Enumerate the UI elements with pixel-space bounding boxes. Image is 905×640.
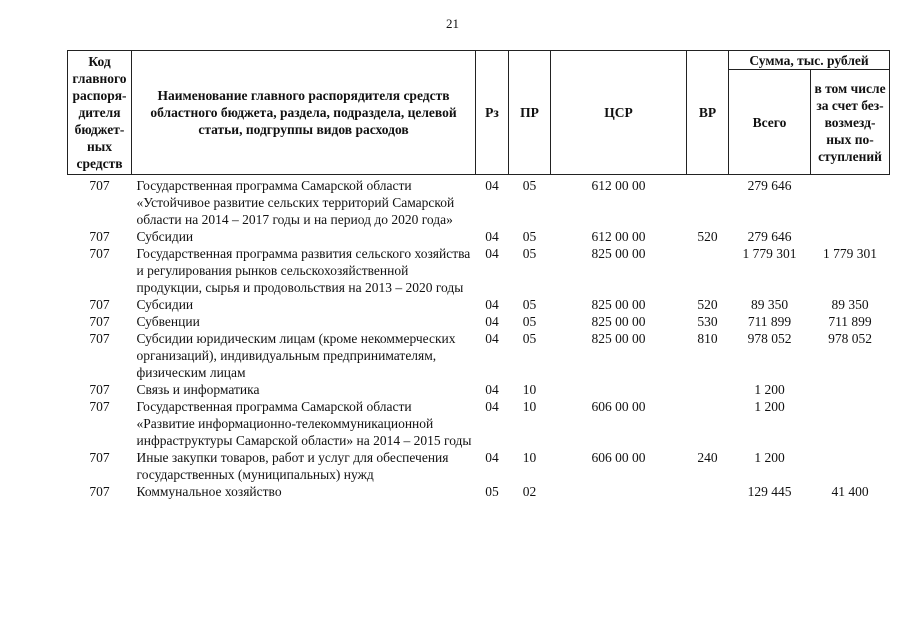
cell-total: 279 646: [747, 229, 792, 244]
cell-name: Связь и информатика: [136, 382, 260, 397]
cell-rz: 04: [485, 314, 499, 329]
cell-code: 707: [89, 450, 110, 465]
cell-vr: [687, 175, 729, 229]
cell-csr: 825 00 00: [591, 331, 646, 346]
budget-table: [67, 50, 890, 500]
table-header: [68, 51, 890, 175]
cell-code: 707: [89, 246, 110, 261]
cell-pr: 10: [522, 450, 537, 465]
cell-total: 279 646: [747, 178, 792, 193]
cell-pr: 05: [522, 331, 537, 346]
cell-code: 707: [89, 229, 110, 244]
cell-free: [811, 175, 890, 229]
cell-vr: [687, 245, 729, 296]
header-pr: ПР: [509, 51, 551, 175]
header-vr: ВР: [687, 51, 729, 175]
cell-pr: 10: [522, 399, 537, 414]
cell-rz: 04: [485, 178, 499, 193]
cell-rz: 04: [485, 229, 499, 244]
cell-total: 1 200: [754, 382, 785, 397]
cell-pr: 05: [522, 229, 537, 244]
cell-vr: 530: [697, 314, 718, 329]
cell-csr: 825 00 00: [591, 246, 646, 261]
cell-csr: 612 00 00: [591, 178, 646, 193]
cell-total: 1 779 301: [742, 246, 797, 261]
cell-code: 707: [89, 399, 110, 414]
cell-free: [811, 449, 890, 483]
table-row: [68, 228, 890, 245]
cell-name: Государственная программа Самарской области «Развитие информационно-телекоммуникационной инфраструктуры Самарской области» на 2014 – 2015 годы: [136, 399, 472, 448]
cell-free: [811, 398, 890, 449]
header-csr: ЦСР: [551, 51, 687, 175]
table-row: [68, 483, 890, 500]
cell-rz: 05: [485, 484, 499, 499]
cell-name: Субсидии: [136, 229, 194, 244]
cell-free: 41 400: [831, 484, 869, 499]
table-row: [68, 245, 890, 296]
cell-vr: 520: [697, 229, 718, 244]
cell-free: [811, 228, 890, 245]
cell-total: 129 445: [747, 484, 792, 499]
table-row: [68, 330, 890, 381]
cell-code: 707: [89, 297, 110, 312]
cell-vr: [687, 381, 729, 398]
cell-code: 707: [89, 314, 110, 329]
cell-free: 711 899: [828, 314, 872, 329]
header-sum: Сумма, тыс. рублей: [729, 51, 890, 70]
cell-name: Субвенции: [136, 314, 200, 329]
cell-code: 707: [89, 382, 110, 397]
cell-total: 711 899: [747, 314, 792, 329]
cell-code: 707: [89, 484, 110, 499]
cell-pr: 02: [522, 484, 537, 499]
cell-csr: [551, 381, 687, 398]
cell-rz: 04: [485, 450, 499, 465]
cell-pr: 05: [522, 246, 537, 261]
cell-pr: 05: [522, 178, 537, 193]
cell-pr: 05: [522, 297, 537, 312]
cell-vr: [687, 398, 729, 449]
table-row: [68, 381, 890, 398]
cell-csr: 825 00 00: [591, 297, 646, 312]
cell-csr: [551, 483, 687, 500]
cell-total: 978 052: [747, 331, 792, 346]
cell-pr: 05: [522, 314, 537, 329]
table-body: [68, 175, 890, 501]
cell-vr: 240: [697, 450, 718, 465]
table-row: [68, 449, 890, 483]
cell-name: Субсидии: [136, 297, 194, 312]
cell-rz: 04: [485, 246, 499, 261]
cell-vr: 520: [697, 297, 718, 312]
cell-rz: 04: [485, 382, 499, 397]
cell-name: Государственная программа Самарской области «Устойчивое развитие сельских территорий Самарской области на 2014 – 2017 годы и на период до 2020 года»: [136, 178, 455, 227]
cell-name: Государственная программа развития сельского хозяйства и регулирования рынков сельскохозяйственной продукции, сырья и продовольствия на 2013 – 2020 годы: [136, 246, 471, 295]
cell-vr: 810: [697, 331, 718, 346]
header-name: Наименование главного распорядителя средств областного бюджета, раздела, подраздела, целевой статьи, подгруппы видов расходов: [132, 51, 476, 175]
budget-table-container: [67, 50, 889, 500]
cell-code: 707: [89, 178, 110, 193]
cell-code: 707: [89, 331, 110, 346]
cell-csr: 825 00 00: [591, 314, 646, 329]
header-total: Всего: [729, 70, 811, 175]
cell-rz: 04: [485, 331, 499, 346]
cell-total: 1 200: [754, 450, 785, 465]
header-free: в том числе за счет без-возмезд-ных по-ступлений: [811, 70, 890, 175]
cell-name: Субсидии юридическим лицам (кроме некоммерческих организаций), индивидуальным предпринимателям, физическим лицам: [136, 331, 456, 380]
cell-free: 1 779 301: [823, 246, 877, 261]
cell-csr: 606 00 00: [591, 399, 646, 414]
cell-total: 1 200: [754, 399, 785, 414]
cell-free: 978 052: [828, 331, 872, 346]
table-row: [68, 296, 890, 313]
cell-rz: 04: [485, 399, 499, 414]
cell-name: Иные закупки товаров, работ и услуг для обеспечения государственных (муниципальных) нужд: [136, 450, 449, 482]
cell-vr: [687, 483, 729, 500]
table-row: [68, 398, 890, 449]
cell-csr: 612 00 00: [591, 229, 646, 244]
cell-pr: 10: [522, 382, 537, 397]
header-code: Код главного распоря-дителя бюджет-ных средств: [68, 51, 132, 175]
table-row: [68, 313, 890, 330]
cell-total: 89 350: [750, 297, 789, 312]
cell-name: Коммунальное хозяйство: [136, 484, 282, 499]
header-rz: Рз: [476, 51, 509, 175]
cell-csr: 606 00 00: [591, 450, 646, 465]
page-number: 21: [446, 16, 459, 31]
table-row: [68, 175, 890, 229]
cell-rz: 04: [485, 297, 499, 312]
cell-free: [811, 381, 890, 398]
cell-free: 89 350: [831, 297, 869, 312]
